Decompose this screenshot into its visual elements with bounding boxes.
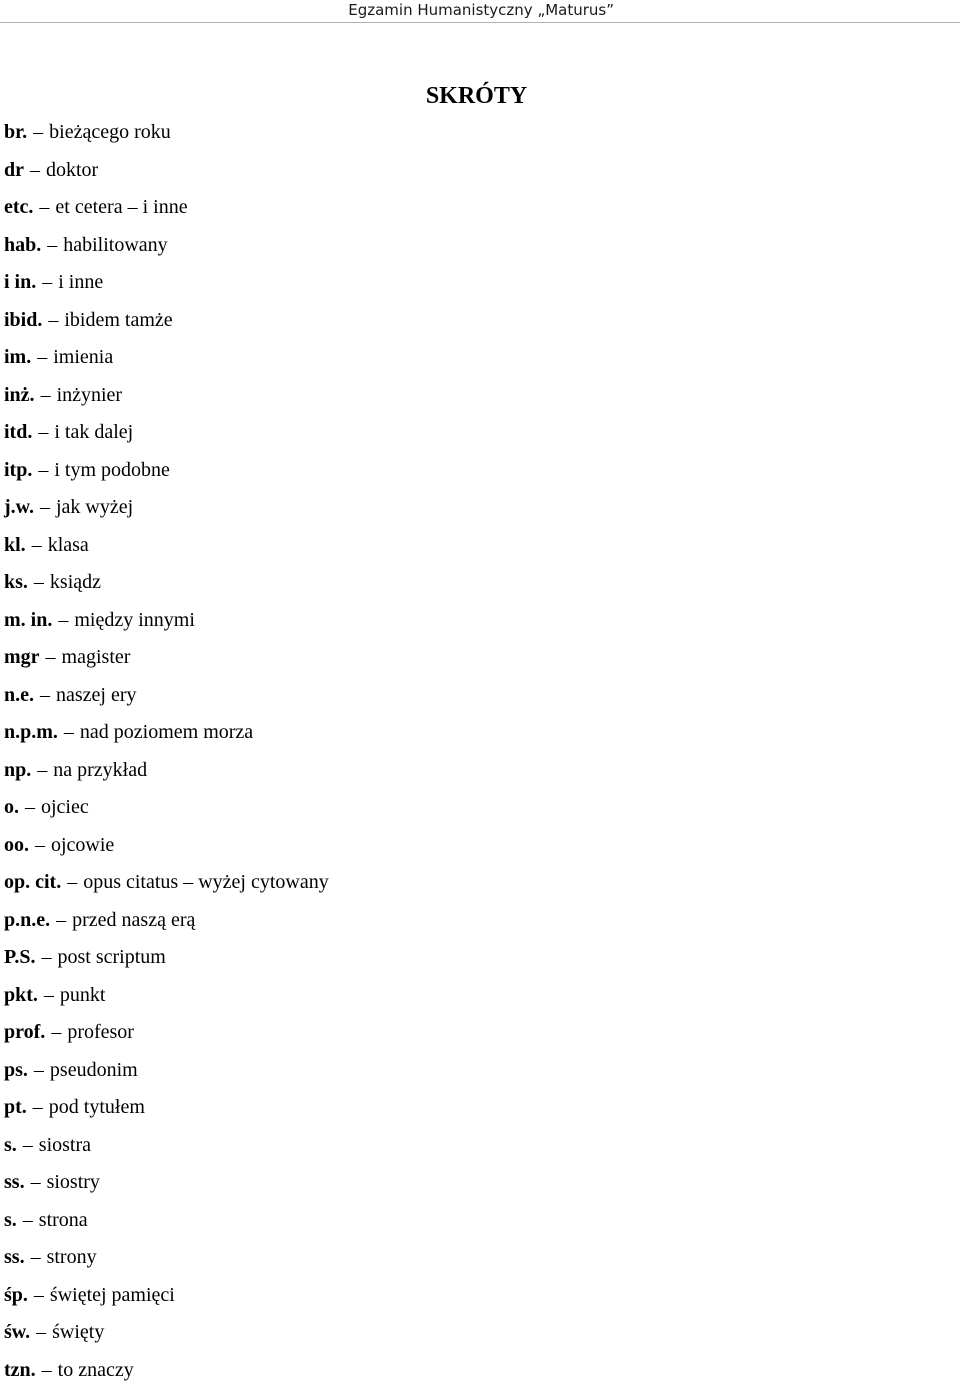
abbreviation-meaning: pod tytułem [49, 1096, 145, 1118]
abbreviation-meaning: punkt [60, 984, 106, 1006]
abbreviation: mgr [4, 646, 40, 668]
list-item [4, 714, 329, 752]
list-item [4, 227, 329, 265]
dash-separator: – [42, 309, 64, 331]
dash-separator: – [31, 346, 53, 368]
dash-separator: – [27, 1096, 49, 1118]
dash-separator: – [36, 271, 58, 293]
dash-separator: – [31, 759, 53, 781]
list-item [4, 302, 329, 340]
abbreviation-meaning: siostra [39, 1134, 91, 1156]
abbreviation: n.e. [4, 684, 34, 706]
dash-separator: – [45, 1021, 67, 1043]
abbreviation-meaning: święty [52, 1321, 104, 1343]
dash-separator: – [34, 496, 56, 518]
abbreviation: prof. [4, 1021, 45, 1043]
abbreviation-meaning: nad poziomem morza [80, 721, 253, 743]
dash-separator: – [34, 684, 56, 706]
abbreviation-meaning: i tym podobne [54, 459, 170, 481]
abbreviation-meaning: ksiądz [50, 571, 101, 593]
abbreviation: śp. [4, 1284, 28, 1306]
abbreviation: itd. [4, 421, 32, 443]
list-item [4, 1127, 329, 1165]
dash-separator: – [19, 796, 41, 818]
list-item [4, 1052, 329, 1090]
abbreviation-meaning: imienia [53, 346, 113, 368]
dash-separator: – [38, 984, 60, 1006]
abbreviation: inż. [4, 384, 35, 406]
dash-separator: – [32, 421, 54, 443]
abbreviation: i in. [4, 271, 36, 293]
abbreviation: n.p.m. [4, 721, 58, 743]
abbreviation-meaning: pseudonim [50, 1059, 138, 1081]
dash-separator: – [58, 721, 80, 743]
dash-separator: – [27, 121, 49, 143]
abbreviation: ks. [4, 571, 28, 593]
dash-separator: – [29, 834, 51, 856]
dash-separator: – [33, 196, 55, 218]
abbreviation-meaning: i tak dalej [54, 421, 133, 443]
abbreviation: ss. [4, 1246, 25, 1268]
list-item [4, 1014, 329, 1052]
list-item [4, 602, 329, 640]
abbreviation: j.w. [4, 496, 34, 518]
list-item [4, 677, 329, 715]
list-item [4, 977, 329, 1015]
abbreviation: dr [4, 159, 24, 181]
abbreviation: p.n.e. [4, 909, 50, 931]
dash-separator: – [36, 1359, 58, 1381]
list-item [4, 827, 329, 865]
list-item [4, 1089, 329, 1127]
list-item [4, 1314, 329, 1352]
abbreviation-meaning: między innymi [74, 609, 195, 631]
list-item [4, 564, 329, 602]
abbreviation: tzn. [4, 1359, 36, 1381]
dash-separator: – [35, 384, 57, 406]
abbreviation: br. [4, 121, 27, 143]
page-title: SKRÓTY [0, 79, 953, 113]
abbreviation: P.S. [4, 946, 36, 968]
abbreviation-meaning: et cetera – i inne [55, 196, 187, 218]
dash-separator: – [28, 571, 50, 593]
dash-separator: – [61, 871, 83, 893]
abbreviation: np. [4, 759, 31, 781]
abbreviation: ibid. [4, 309, 42, 331]
abbreviation-meaning: i inne [58, 271, 103, 293]
abbreviation-meaning: przed naszą erą [72, 909, 195, 931]
dash-separator: – [40, 646, 62, 668]
dash-separator: – [17, 1134, 39, 1156]
dash-separator: – [32, 459, 54, 481]
page-header [0, 0, 960, 23]
list-item [4, 639, 329, 677]
list-item [4, 152, 329, 190]
list-item [4, 264, 329, 302]
dash-separator: – [17, 1209, 39, 1231]
abbreviation: o. [4, 796, 19, 818]
list-item [4, 1352, 329, 1389]
abbreviation: s. [4, 1209, 17, 1231]
abbreviation: kl. [4, 534, 26, 556]
dash-separator: – [25, 1171, 47, 1193]
abbreviation-meaning: świętej pamięci [50, 1284, 175, 1306]
abbreviation: ps. [4, 1059, 28, 1081]
list-item [4, 1164, 329, 1202]
list-item [4, 377, 329, 415]
dash-separator: – [28, 1059, 50, 1081]
dash-separator: – [36, 946, 58, 968]
abbreviation-meaning: post scriptum [58, 946, 166, 968]
list-item [4, 339, 329, 377]
abbreviation-meaning: opus citatus – wyżej cytowany [83, 871, 329, 893]
dash-separator: – [41, 234, 63, 256]
list-item [4, 752, 329, 790]
dash-separator: – [28, 1284, 50, 1306]
list-item [4, 902, 329, 940]
dash-separator: – [24, 159, 46, 181]
list-item [4, 452, 329, 490]
list-item [4, 114, 329, 152]
abbreviation-meaning: strona [39, 1209, 88, 1231]
abbreviation-meaning: ibidem tamże [64, 309, 172, 331]
dash-separator: – [30, 1321, 52, 1343]
abbreviation-meaning: strony [47, 1246, 97, 1268]
abbreviation-meaning: habilitowany [63, 234, 167, 256]
abbreviation: itp. [4, 459, 32, 481]
abbreviation-meaning: profesor [67, 1021, 134, 1043]
dash-separator: – [52, 609, 74, 631]
abbreviation: im. [4, 346, 31, 368]
abbreviation-meaning: siostry [47, 1171, 100, 1193]
dash-separator: – [26, 534, 48, 556]
abbreviation-meaning: naszej ery [56, 684, 137, 706]
abbreviation-meaning: bieżącego roku [49, 121, 171, 143]
abbreviation-meaning: magister [62, 646, 131, 668]
list-item [4, 527, 329, 565]
abbreviation: hab. [4, 234, 41, 256]
abbreviation-meaning: jak wyżej [56, 496, 133, 518]
abbreviation-meaning: ojcowie [51, 834, 114, 856]
abbreviation-list [4, 114, 329, 1389]
list-item [4, 414, 329, 452]
abbreviation: ss. [4, 1171, 25, 1193]
abbreviation: m. in. [4, 609, 52, 631]
header-text: Egzamin Humanistyczny „Maturus” [348, 0, 614, 20]
list-item [4, 189, 329, 227]
list-item [4, 864, 329, 902]
abbreviation-meaning: ojciec [41, 796, 89, 818]
list-item [4, 1239, 329, 1277]
list-item [4, 1202, 329, 1240]
list-item [4, 939, 329, 977]
dash-separator: – [25, 1246, 47, 1268]
abbreviation-meaning: klasa [48, 534, 89, 556]
abbreviation-meaning: inżynier [57, 384, 123, 406]
list-item [4, 489, 329, 527]
abbreviation: pkt. [4, 984, 38, 1006]
abbreviation: oo. [4, 834, 29, 856]
dash-separator: – [50, 909, 72, 931]
abbreviation: etc. [4, 196, 33, 218]
abbreviation: op. cit. [4, 871, 61, 893]
abbreviation: s. [4, 1134, 17, 1156]
list-item [4, 789, 329, 827]
list-item [4, 1277, 329, 1315]
abbreviation-meaning: to znaczy [58, 1359, 134, 1381]
abbreviation: pt. [4, 1096, 27, 1118]
abbreviation: św. [4, 1321, 30, 1343]
abbreviation-meaning: doktor [46, 159, 98, 181]
abbreviation-meaning: na przykład [53, 759, 147, 781]
